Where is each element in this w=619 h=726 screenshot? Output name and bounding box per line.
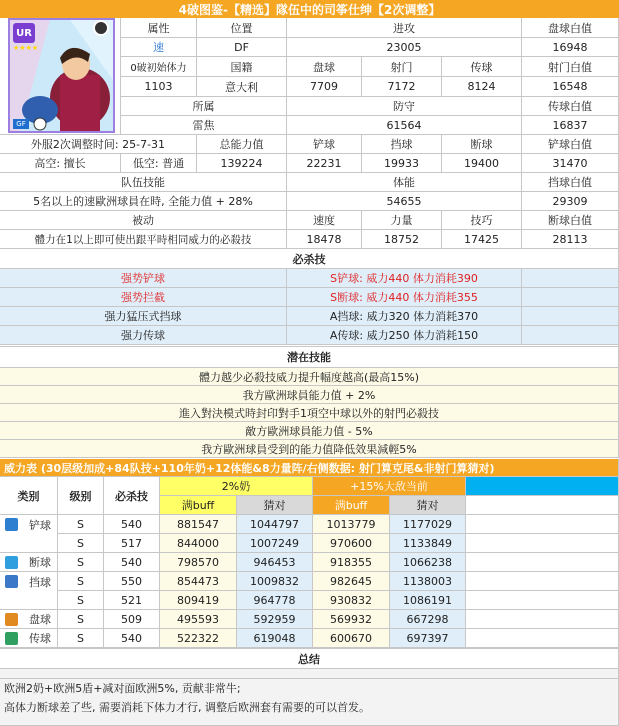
value-guess-2: 1044797 — [237, 515, 313, 534]
potential-item: 我方歐洲球員能力值 + 2% — [0, 386, 619, 404]
card-corner-icon — [93, 20, 109, 36]
tackle-icon — [4, 517, 19, 532]
sub-header-3: 满buff — [313, 496, 390, 515]
type-cell — [0, 591, 58, 610]
technique-value: 17425 — [442, 230, 522, 249]
intercept-label: 断球 — [442, 135, 522, 154]
type-cell: 盘球 — [0, 610, 58, 629]
empty-cell — [466, 610, 619, 629]
total-value: 139224 — [197, 154, 287, 173]
special-desc: S断球: 威力440 体力消耗355 — [287, 288, 522, 307]
summary-spacer — [0, 669, 619, 679]
level-cell: S — [58, 610, 104, 629]
dribble-icon — [4, 612, 19, 627]
special-empty — [522, 307, 619, 326]
level-cell: S — [58, 553, 104, 572]
col-type-header: 类别 — [0, 477, 58, 515]
skill-cell: 509 — [104, 610, 160, 629]
special-header: 必杀技 — [0, 249, 619, 269]
empty-header-block — [466, 496, 619, 515]
value-buff-15: 930832 — [313, 591, 390, 610]
type-cell: 铲球 — [0, 515, 58, 534]
level-cell: S — [58, 591, 104, 610]
value-guess-15: 1066238 — [390, 553, 466, 572]
summary-header: 总结 — [0, 649, 619, 669]
value-buff-15: 600670 — [313, 629, 390, 648]
attack-label: 进攻 — [287, 18, 522, 38]
value-buff-15: 918355 — [313, 553, 390, 572]
value-buff-2: 522322 — [160, 629, 237, 648]
sub-header-2: 猜对 — [237, 496, 313, 515]
tackle-white-value: 31470 — [522, 154, 619, 173]
value-buff-2: 854473 — [160, 572, 237, 591]
air-low: 低空: 普通 — [121, 154, 197, 173]
empty-cell — [466, 534, 619, 553]
special-desc: S铲球: 威力440 体力消耗390 — [287, 269, 522, 288]
empty-cell — [466, 572, 619, 591]
value-buff-15: 982645 — [313, 572, 390, 591]
value-guess-2: 946453 — [237, 553, 313, 572]
tackle-label: 铲球 — [287, 135, 362, 154]
level-cell: S — [58, 629, 104, 648]
value-buff-2: 881547 — [160, 515, 237, 534]
power-label: 力量 — [362, 211, 442, 230]
skill-cell: 540 — [104, 515, 160, 534]
dribble-value: 7709 — [287, 77, 362, 97]
potential-item: 體力越少必殺技威力提升幅度越高(最高15%) — [0, 368, 619, 386]
special-name: 强势拦截 — [0, 288, 287, 307]
passive-label: 被动 — [0, 211, 287, 230]
stars-icon: ★★★★ — [13, 44, 39, 52]
tackle-value: 22231 — [287, 154, 362, 173]
pass-icon — [4, 631, 19, 646]
nation-value: 意大利 — [197, 77, 287, 97]
summary-bottom — [0, 717, 619, 726]
pos-value: DF — [197, 38, 287, 57]
block-white-label: 挡球白值 — [522, 173, 619, 192]
special-name: 强势铲球 — [0, 269, 287, 288]
level-cell: S — [58, 534, 104, 553]
value-guess-2: 1007249 — [237, 534, 313, 553]
block-white-value: 29309 — [522, 192, 619, 211]
value-guess-15: 1177029 — [390, 515, 466, 534]
base-stamina-value: 1103 — [121, 77, 197, 97]
value-guess-2: 619048 — [237, 629, 313, 648]
defense-value: 61564 — [287, 116, 522, 135]
value-guess-2: 1009832 — [237, 572, 313, 591]
skill-cell: 550 — [104, 572, 160, 591]
team-skill-label: 队伍技能 — [0, 173, 287, 192]
dribble-label: 盘球 — [287, 57, 362, 77]
team-skill-text: 5名以上的速歐洲球員在時, 全能力值 + 28% — [0, 192, 287, 211]
intercept-white-value: 28113 — [522, 230, 619, 249]
special-desc: A传球: 威力250 体力消耗150 — [287, 326, 522, 345]
col-level-header: 级别 — [58, 477, 104, 515]
sub-header-4: 猜对 — [390, 496, 466, 515]
col-skill-header: 必杀技 — [104, 477, 160, 515]
dribble-white-value: 16948 — [522, 38, 619, 57]
shoot-label: 射门 — [362, 57, 442, 77]
skill-cell: 540 — [104, 553, 160, 572]
power-value: 18752 — [362, 230, 442, 249]
empty-cell — [466, 591, 619, 610]
tackle-white-label: 铲球白值 — [522, 135, 619, 154]
speed-value: 18478 — [287, 230, 362, 249]
special-empty — [522, 288, 619, 307]
shoot-white-label: 射门白值 — [522, 57, 619, 77]
dribble-white-label: 盘球白值 — [522, 18, 619, 38]
value-guess-15: 1138003 — [390, 572, 466, 591]
type-cell: 挡球 — [0, 572, 58, 591]
type-cell: 传球 — [0, 629, 58, 648]
pos-label: 位置 — [197, 18, 287, 38]
summary-line-1: 欧洲2奶+欧洲5盾+减对面欧洲5%, 贡献非常牛; — [0, 679, 619, 697]
value-guess-15: 697397 — [390, 629, 466, 648]
potential-item: 進入對決模式時封印對手1項空中球以外的射門必殺技 — [0, 404, 619, 422]
value-guess-15: 667298 — [390, 610, 466, 629]
rarity-badge: UR — [13, 23, 35, 43]
value-buff-15: 1013779 — [313, 515, 390, 534]
stamina-value: 54655 — [287, 192, 522, 211]
shoot-white-value: 16548 — [522, 77, 619, 97]
cyan-header-block — [466, 477, 619, 496]
team-flag: GF — [13, 119, 29, 129]
shoot-value: 7172 — [362, 77, 442, 97]
potential-item: 敵方歐洲球員能力值 - 5% — [0, 422, 619, 440]
summary-line-2: 高体力断球差了些, 需要消耗下体力才行, 调整后欧洲套有需要的可以首发。 — [0, 697, 619, 717]
stamina-label: 体能 — [287, 173, 522, 192]
level-cell: S — [58, 572, 104, 591]
empty-cell — [466, 553, 619, 572]
adjust-date: 外服2次调整时间: 25-7-31 — [0, 135, 197, 154]
skill-cell: 517 — [104, 534, 160, 553]
value-buff-15: 569932 — [313, 610, 390, 629]
intercept-icon — [4, 555, 19, 570]
pass-white-value: 16837 — [522, 116, 619, 135]
attack-value: 23005 — [287, 38, 522, 57]
air-high: 高空: 擅长 — [0, 154, 121, 173]
defense-label: 防守 — [287, 97, 522, 116]
potential-header: 潜在技能 — [0, 347, 619, 368]
intercept-value: 19400 — [442, 154, 522, 173]
level-cell: S — [58, 515, 104, 534]
team-value: 雷焦 — [121, 116, 287, 135]
group1-header: 2%奶 — [160, 477, 313, 496]
value-buff-2: 798570 — [160, 553, 237, 572]
value-guess-2: 592959 — [237, 610, 313, 629]
potential-item: 我方歐洲球員受到的能力值降低效果減輕5% — [0, 440, 619, 458]
sub-header-1: 满buff — [160, 496, 237, 515]
nation-label: 国籍 — [197, 57, 287, 77]
base-stamina-label: 0破初始体力 — [121, 57, 197, 77]
intercept-white-label: 断球白值 — [522, 211, 619, 230]
passive-text: 體力在1以上即可使出跟平時相同威力的必殺技 — [0, 230, 287, 249]
block-label: 挡球 — [362, 135, 442, 154]
pass-white-label: 传球白值 — [522, 97, 619, 116]
empty-cell — [466, 515, 619, 534]
value-guess-15: 1133849 — [390, 534, 466, 553]
pass-label: 传球 — [442, 57, 522, 77]
value-guess-15: 1086191 — [390, 591, 466, 610]
special-empty — [522, 326, 619, 345]
value-buff-15: 970600 — [313, 534, 390, 553]
special-name: 强力猛压式挡球 — [0, 307, 287, 326]
special-name: 强力传球 — [0, 326, 287, 345]
pass-value: 8124 — [442, 77, 522, 97]
type-cell — [0, 534, 58, 553]
special-desc: A挡球: 威力320 体力消耗370 — [287, 307, 522, 326]
power-table-header: 威力表 (30层级加成+84队技+110年奶+12体能&8力量阵/右侧数据: 射门算克尾&非射门算猜对) — [0, 459, 619, 477]
total-label: 总能力值 — [197, 135, 287, 154]
team-label: 所属 — [121, 97, 287, 116]
attr-value: 速 — [121, 38, 197, 57]
empty-cell — [466, 629, 619, 648]
type-cell: 断球 — [0, 553, 58, 572]
technique-label: 技巧 — [442, 211, 522, 230]
attr-label: 属性 — [121, 18, 197, 38]
block-icon — [4, 574, 19, 589]
value-buff-2: 809419 — [160, 591, 237, 610]
skill-cell: 540 — [104, 629, 160, 648]
special-empty — [522, 269, 619, 288]
skill-cell: 521 — [104, 591, 160, 610]
value-buff-2: 844000 — [160, 534, 237, 553]
block-value: 19933 — [362, 154, 442, 173]
speed-label: 速度 — [287, 211, 362, 230]
group2-header: +15%大敌当前 — [313, 477, 466, 496]
value-buff-2: 495593 — [160, 610, 237, 629]
page-title: 4破图鉴-【精选】隊伍中的司筝仕绅【2次调整】 — [0, 0, 619, 18]
value-guess-2: 964778 — [237, 591, 313, 610]
